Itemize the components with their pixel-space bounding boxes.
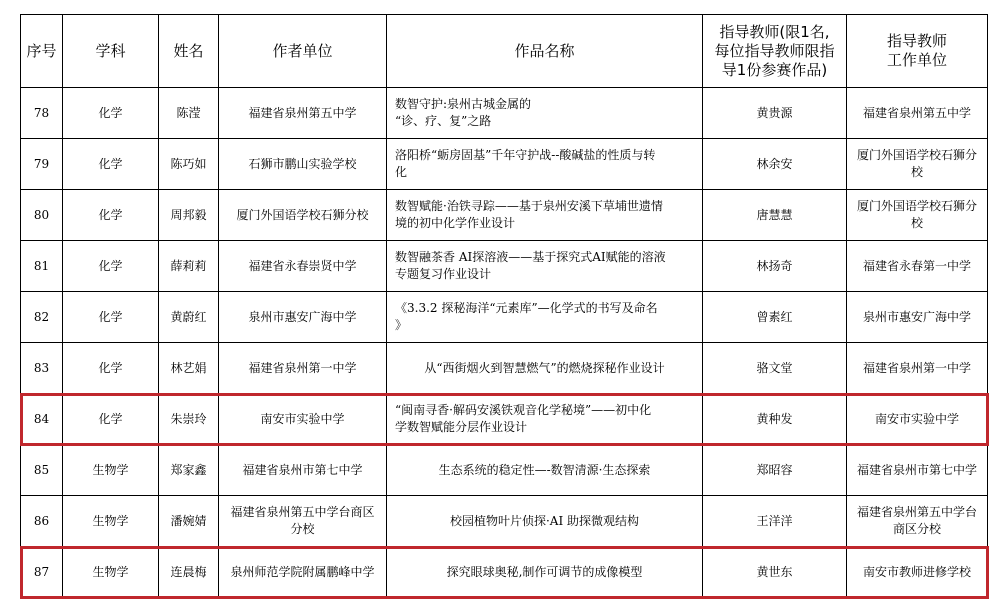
cell-subject	[63, 139, 159, 190]
cell-seq	[21, 292, 63, 343]
header-teacher-unit	[847, 15, 988, 88]
cell-author-unit	[219, 394, 387, 445]
cell-subject-text: 化学	[98, 258, 123, 273]
cell-work-title	[387, 190, 703, 241]
cell-author-unit-text: 福建省泉州第五中学	[248, 105, 357, 120]
cell-teacher-unit	[847, 547, 988, 598]
cell-subject-text: 化学	[98, 309, 123, 324]
cell-teacher	[703, 88, 847, 139]
cell-seq-text: 81	[33, 258, 50, 273]
table-row	[21, 190, 988, 241]
cell-work-title-text: 探究眼球奥秘,制作可调节的成像模型	[446, 564, 643, 579]
cell-seq-text: 86	[33, 513, 50, 528]
cell-subject	[63, 190, 159, 241]
table-row	[21, 88, 988, 139]
cell-author-unit-text: 分校	[290, 522, 315, 536]
cell-teacher	[703, 343, 847, 394]
cell-author-unit	[219, 343, 387, 394]
cell-name-text: 黄蔚红	[170, 309, 207, 324]
cell-author-unit-text: 泉州师范学院附属鹏峰中学	[230, 564, 375, 579]
header-work-title: 作品名称	[387, 15, 703, 88]
cell-work-title-text: 《3.3.2 探秘海洋“元素库”—化学式的书写及命名	[395, 301, 658, 315]
cell-author-unit	[219, 88, 387, 139]
cell-work-title-text: 数智融茶香 AI探溶液——基于探究式AI赋能的溶液	[395, 250, 666, 264]
cell-subject-text: 生物学	[92, 564, 129, 579]
cell-seq-text: 87	[33, 564, 50, 579]
table-row	[21, 139, 988, 190]
cell-seq-text: 82	[33, 309, 50, 324]
cell-author-unit	[219, 139, 387, 190]
cell-work-title	[387, 241, 703, 292]
cell-subject-text: 化学	[98, 105, 123, 120]
cell-name	[159, 394, 219, 445]
cell-author-unit-text: 泉州市惠安广海中学	[248, 309, 357, 324]
cell-teacher-unit-text: 校	[910, 216, 923, 230]
cell-work-title	[387, 547, 703, 598]
cell-work-title	[387, 139, 703, 190]
cell-teacher-text: 林余安	[756, 156, 793, 171]
cell-author-unit-text: 福建省泉州第五中学台商区	[230, 505, 375, 519]
cell-work-title	[387, 292, 703, 343]
cell-seq	[21, 547, 63, 598]
cell-seq-text: 78	[33, 105, 50, 120]
cell-teacher	[703, 496, 847, 547]
table-row	[21, 241, 988, 292]
cell-teacher	[703, 394, 847, 445]
cell-author-unit-text: 南安市实验中学	[260, 411, 345, 426]
cell-teacher	[703, 547, 847, 598]
cell-author-unit	[219, 445, 387, 496]
cell-teacher-unit	[847, 88, 988, 139]
cell-seq-text: 79	[33, 156, 50, 171]
cell-teacher-text: 黄世东	[756, 564, 793, 579]
cell-teacher	[703, 445, 847, 496]
cell-teacher-text: 王洋洋	[756, 513, 793, 528]
cell-name	[159, 88, 219, 139]
cell-teacher-text: 林扬奇	[756, 258, 793, 273]
cell-author-unit-text: 福建省泉州市第七中学	[242, 462, 363, 477]
cell-subject-text: 生物学	[92, 513, 129, 528]
cell-work-title-text: 从“西街烟火到智慧燃气”的燃烧探秘作业设计	[424, 360, 665, 375]
cell-seq	[21, 190, 63, 241]
table-row	[21, 394, 988, 445]
table-row	[21, 343, 988, 394]
cell-teacher-unit	[847, 496, 988, 547]
cell-work-title-text: 》	[395, 318, 408, 332]
cell-author-unit-text: 福建省泉州第一中学	[248, 360, 357, 375]
cell-teacher-unit-text: 商区分校	[892, 522, 941, 536]
cell-teacher	[703, 190, 847, 241]
cell-teacher-unit-text: 泉州市惠安广海中学	[862, 309, 971, 324]
cell-name-text: 林艺娟	[170, 360, 207, 375]
cell-teacher-unit	[847, 190, 988, 241]
cell-work-title-text: 学数智赋能分层作业设计	[395, 420, 528, 434]
cell-name-text: 连晨梅	[170, 564, 207, 579]
cell-work-title-text: 校园植物叶片侦探·AI 助探微观结构	[449, 513, 640, 528]
cell-work-title	[387, 88, 703, 139]
cell-teacher-unit	[847, 394, 988, 445]
cell-name	[159, 547, 219, 598]
cell-subject	[63, 292, 159, 343]
cell-teacher-unit-text: 福建省泉州第五中学台	[856, 505, 977, 519]
cell-work-title-text: 化	[395, 165, 408, 179]
cell-seq-text: 84	[33, 411, 50, 426]
table-row	[21, 496, 988, 547]
cell-teacher-unit-text: 福建省永春第一中学	[862, 258, 971, 273]
cell-name	[159, 445, 219, 496]
cell-name	[159, 292, 219, 343]
cell-subject-text: 化学	[98, 207, 123, 222]
cell-subject	[63, 496, 159, 547]
cell-work-title	[387, 496, 703, 547]
cell-subject	[63, 547, 159, 598]
cell-seq-text: 85	[33, 462, 50, 477]
cell-subject-text: 化学	[98, 156, 123, 171]
cell-work-title-text: 生态系统的稳定性—-数智清源·生态探索	[438, 462, 651, 477]
cell-name-text: 周邦毅	[170, 207, 207, 222]
header-teacher-line: 每位指导教师限指	[714, 41, 835, 60]
cell-seq	[21, 343, 63, 394]
cell-teacher-unit	[847, 139, 988, 190]
cell-name	[159, 496, 219, 547]
award-table	[20, 14, 988, 598]
cell-teacher-unit-text: 南安市教师进修学校	[862, 564, 971, 579]
cell-work-title-text: 数智守护:泉州古城金属的	[395, 97, 532, 111]
cell-name-text: 陈滢	[176, 105, 201, 120]
cell-teacher-unit-text: 福建省泉州市第七中学	[856, 462, 977, 477]
cell-work-title-text: 洛阳桥“蛎房固基”千年守护战--酸碱盐的性质与转	[395, 148, 656, 162]
cell-teacher-text: 黄贵源	[756, 105, 793, 120]
cell-subject	[63, 343, 159, 394]
cell-name	[159, 190, 219, 241]
cell-seq	[21, 394, 63, 445]
cell-seq	[21, 496, 63, 547]
cell-teacher-unit	[847, 445, 988, 496]
header-seq: 序号	[21, 15, 63, 88]
cell-author-unit-text: 福建省永春崇贤中学	[248, 258, 357, 273]
cell-teacher-unit	[847, 241, 988, 292]
cell-seq	[21, 445, 63, 496]
cell-name-text: 朱崇玲	[170, 411, 207, 426]
cell-name-text: 潘婉婧	[170, 513, 207, 528]
header-name: 姓名	[159, 15, 219, 88]
header-teacher-unit-line: 指导教师	[886, 32, 947, 50]
header-subject: 学科	[63, 15, 159, 88]
cell-teacher-text: 唐慧慧	[756, 207, 793, 222]
cell-teacher-unit	[847, 343, 988, 394]
cell-author-unit	[219, 241, 387, 292]
cell-name	[159, 139, 219, 190]
header-teacher	[703, 15, 847, 88]
cell-subject-text: 化学	[98, 411, 123, 426]
cell-teacher-text: 曾素红	[756, 309, 793, 324]
cell-work-title	[387, 394, 703, 445]
cell-subject-text: 化学	[98, 360, 123, 375]
cell-subject-text: 生物学	[92, 462, 129, 477]
table-row	[21, 292, 988, 343]
cell-work-title-text: 数智赋能·治铁寻踪——基于泉州安溪下草埔世遗情	[395, 199, 663, 213]
header-author-unit: 作者单位	[219, 15, 387, 88]
cell-seq	[21, 241, 63, 292]
header-teacher-unit-line: 工作单位	[886, 51, 947, 69]
cell-subject	[63, 88, 159, 139]
cell-teacher-unit-text: 南安市实验中学	[874, 411, 959, 426]
cell-name	[159, 241, 219, 292]
cell-subject	[63, 241, 159, 292]
cell-author-unit	[219, 547, 387, 598]
cell-author-unit	[219, 292, 387, 343]
cell-work-title-text: “诊、疗、复”之路	[395, 114, 492, 128]
cell-work-title	[387, 445, 703, 496]
cell-teacher-unit-text: 福建省泉州第一中学	[862, 360, 971, 375]
cell-name-text: 薛莉莉	[170, 258, 207, 273]
cell-teacher-text: 郑昭容	[756, 462, 793, 477]
cell-seq	[21, 88, 63, 139]
cell-seq	[21, 139, 63, 190]
cell-work-title-text: “闽南寻香·解码安溪铁观音化学秘境”——初中化	[395, 403, 652, 417]
cell-name	[159, 343, 219, 394]
cell-teacher-text: 黄种发	[756, 411, 793, 426]
header-teacher-line: 导1份参赛作品)	[721, 60, 828, 79]
cell-teacher	[703, 241, 847, 292]
cell-seq-text: 80	[33, 207, 50, 222]
cell-teacher-unit	[847, 292, 988, 343]
cell-teacher-unit-text: 厦门外国语学校石狮分	[856, 199, 977, 213]
cell-author-unit-text: 厦门外国语学校石狮分校	[236, 207, 369, 222]
cell-teacher-unit-text: 厦门外国语学校石狮分	[856, 148, 977, 162]
header-row	[21, 15, 988, 88]
cell-author-unit	[219, 496, 387, 547]
cell-teacher-unit-text: 校	[910, 165, 923, 179]
cell-work-title-text: 境的初中化学作业设计	[395, 216, 516, 230]
cell-teacher	[703, 139, 847, 190]
cell-teacher	[703, 292, 847, 343]
cell-author-unit-text: 石狮市鹏山实验学校	[248, 156, 357, 171]
cell-seq-text: 83	[33, 360, 50, 375]
table-row	[21, 547, 988, 598]
cell-work-title	[387, 343, 703, 394]
cell-name-text: 陈巧如	[170, 156, 207, 171]
table-row	[21, 445, 988, 496]
header-teacher-line: 指导教师(限1名,	[719, 22, 830, 41]
cell-subject	[63, 445, 159, 496]
cell-teacher-unit-text: 福建省泉州第五中学	[862, 105, 971, 120]
cell-name-text: 郑家鑫	[170, 462, 207, 477]
cell-teacher-text: 骆文堂	[756, 360, 793, 375]
cell-subject	[63, 394, 159, 445]
cell-author-unit	[219, 190, 387, 241]
cell-work-title-text: 专题复习作业设计	[395, 267, 492, 281]
